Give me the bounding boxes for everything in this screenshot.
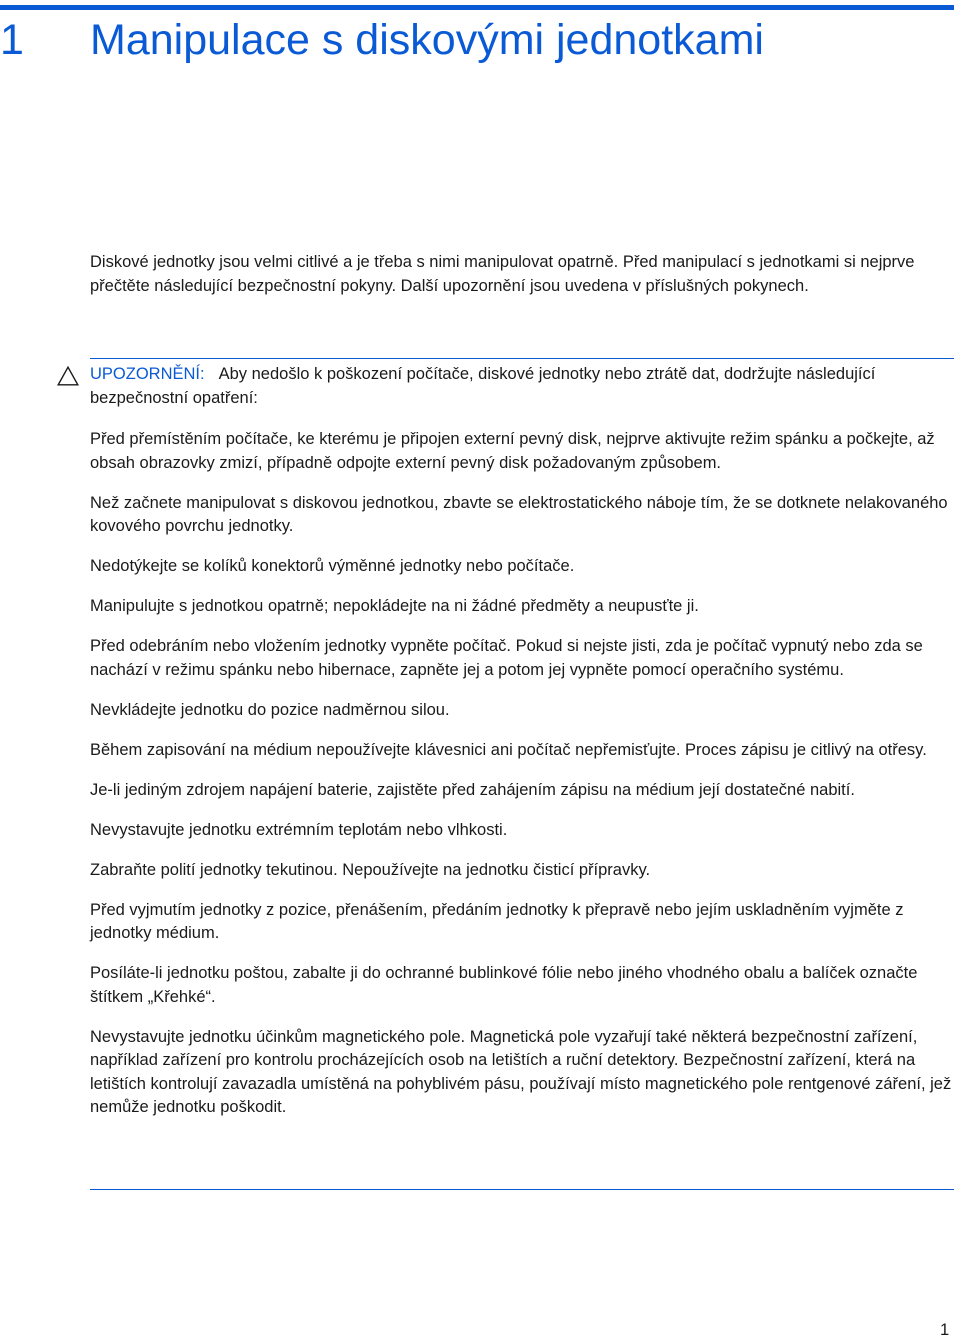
chapter-title: Manipulace s diskovými jednotkami <box>90 16 764 64</box>
caution-item: Před přemístěním počítače, ke kterému je připojen externí pevný disk, nejprve aktivujte režim spánku a počkejte, až obsah obrazovky zmizí, případně odpojte externí pevný disk požadovaným způsobem. <box>90 430 935 472</box>
caution-item: Před odebráním nebo vložením jednotky vypněte počítač. Pokud si nejste jisti, zda je počítač vypnutý nebo zda se nachází v režimu spánku nebo hibernace, zapněte jej a potom jej vypněte pomocí operačního systému. <box>90 637 923 679</box>
caution-item: Je-li jediným zdrojem napájení baterie, zajistěte před zahájením zápisu na médium její dostatečné nabití. <box>90 780 855 799</box>
intro-paragraph: Diskové jednotky jsou velmi citlivé a je třeba s nimi manipulovat opatrně. Před manipulací s jednotkami si nejprve přečtěte následující bezpečnostní pokyny. Další upozornění jsou uvedena v příslušných pokynech. <box>90 253 915 295</box>
caution-rule-top <box>90 358 954 359</box>
caution-item: Nevystavujte jednotku účinkům magnetického pole. Magnetická pole vyzařují také některá bezpečnostní zařízení, například zařízení pro kontrolu procházejících osob na letištích a ruční detektory. Bezpečnostní zařízení, která na letištích kontrolují zavazadla umístěná na pohyblivém pásu, používají místo magnetického pole rentgenové záření, jež nemůže jednotku poškodit. <box>90 1027 952 1116</box>
caution-item: Nedotýkejte se kolíků konektorů výměnné jednotky nebo počítače. <box>90 557 575 575</box>
caution-block <box>90 363 956 1136</box>
caution-item: Než začnete manipulovat s diskovou jednotkou, zbavte se elektrostatického náboje tím, že se dotknete nelakovaného kovového povrchu jednotky. <box>90 493 948 535</box>
caution-rule-bottom <box>90 1189 954 1190</box>
page-number: 1 <box>940 1321 950 1339</box>
caution-lead-text: Aby nedošlo k poškození počítače, diskové jednotky nebo ztrátě dat, dodržujte následující bezpečnostní opatření: <box>90 365 876 407</box>
caution-item: Posíláte-li jednotku poštou, zabalte ji do ochranné bublinkové fólie nebo jiného vhodného obalu a balíček označte štítkem „Křehké“. <box>90 964 918 1006</box>
caution-item: Zabraňte polití jednotky tekutinou. Nepoužívejte na jednotku čisticí přípravky. <box>90 860 651 879</box>
caution-label: UPOZORNĚNÍ: <box>90 365 205 383</box>
caution-triangle-icon <box>57 366 79 386</box>
caution-lead <box>90 363 956 410</box>
caution-item: Nevystavujte jednotku extrémním teplotám nebo vlhkosti. <box>90 820 508 839</box>
caution-item: Manipulujte s jednotkou opatrně; nepokládejte na ni žádné předměty a neupusťte ji. <box>90 597 699 615</box>
caution-item: Nevkládejte jednotku do pozice nadměrnou silou. <box>90 700 450 719</box>
caution-item: Před vyjmutím jednotky z pozice, přenášením, předáním jednotky k přepravě nebo jejím uskladněním vyjměte z jednotky médium. <box>90 900 904 942</box>
caution-item: Během zapisování na médium nepoužívejte klávesnici ani počítač nepřemisťujte. Proces zápisu je citlivý na otřesy. <box>90 740 927 759</box>
chapter-number: 1 <box>0 16 24 64</box>
chapter-heading <box>0 14 954 66</box>
top-rule <box>0 5 954 10</box>
